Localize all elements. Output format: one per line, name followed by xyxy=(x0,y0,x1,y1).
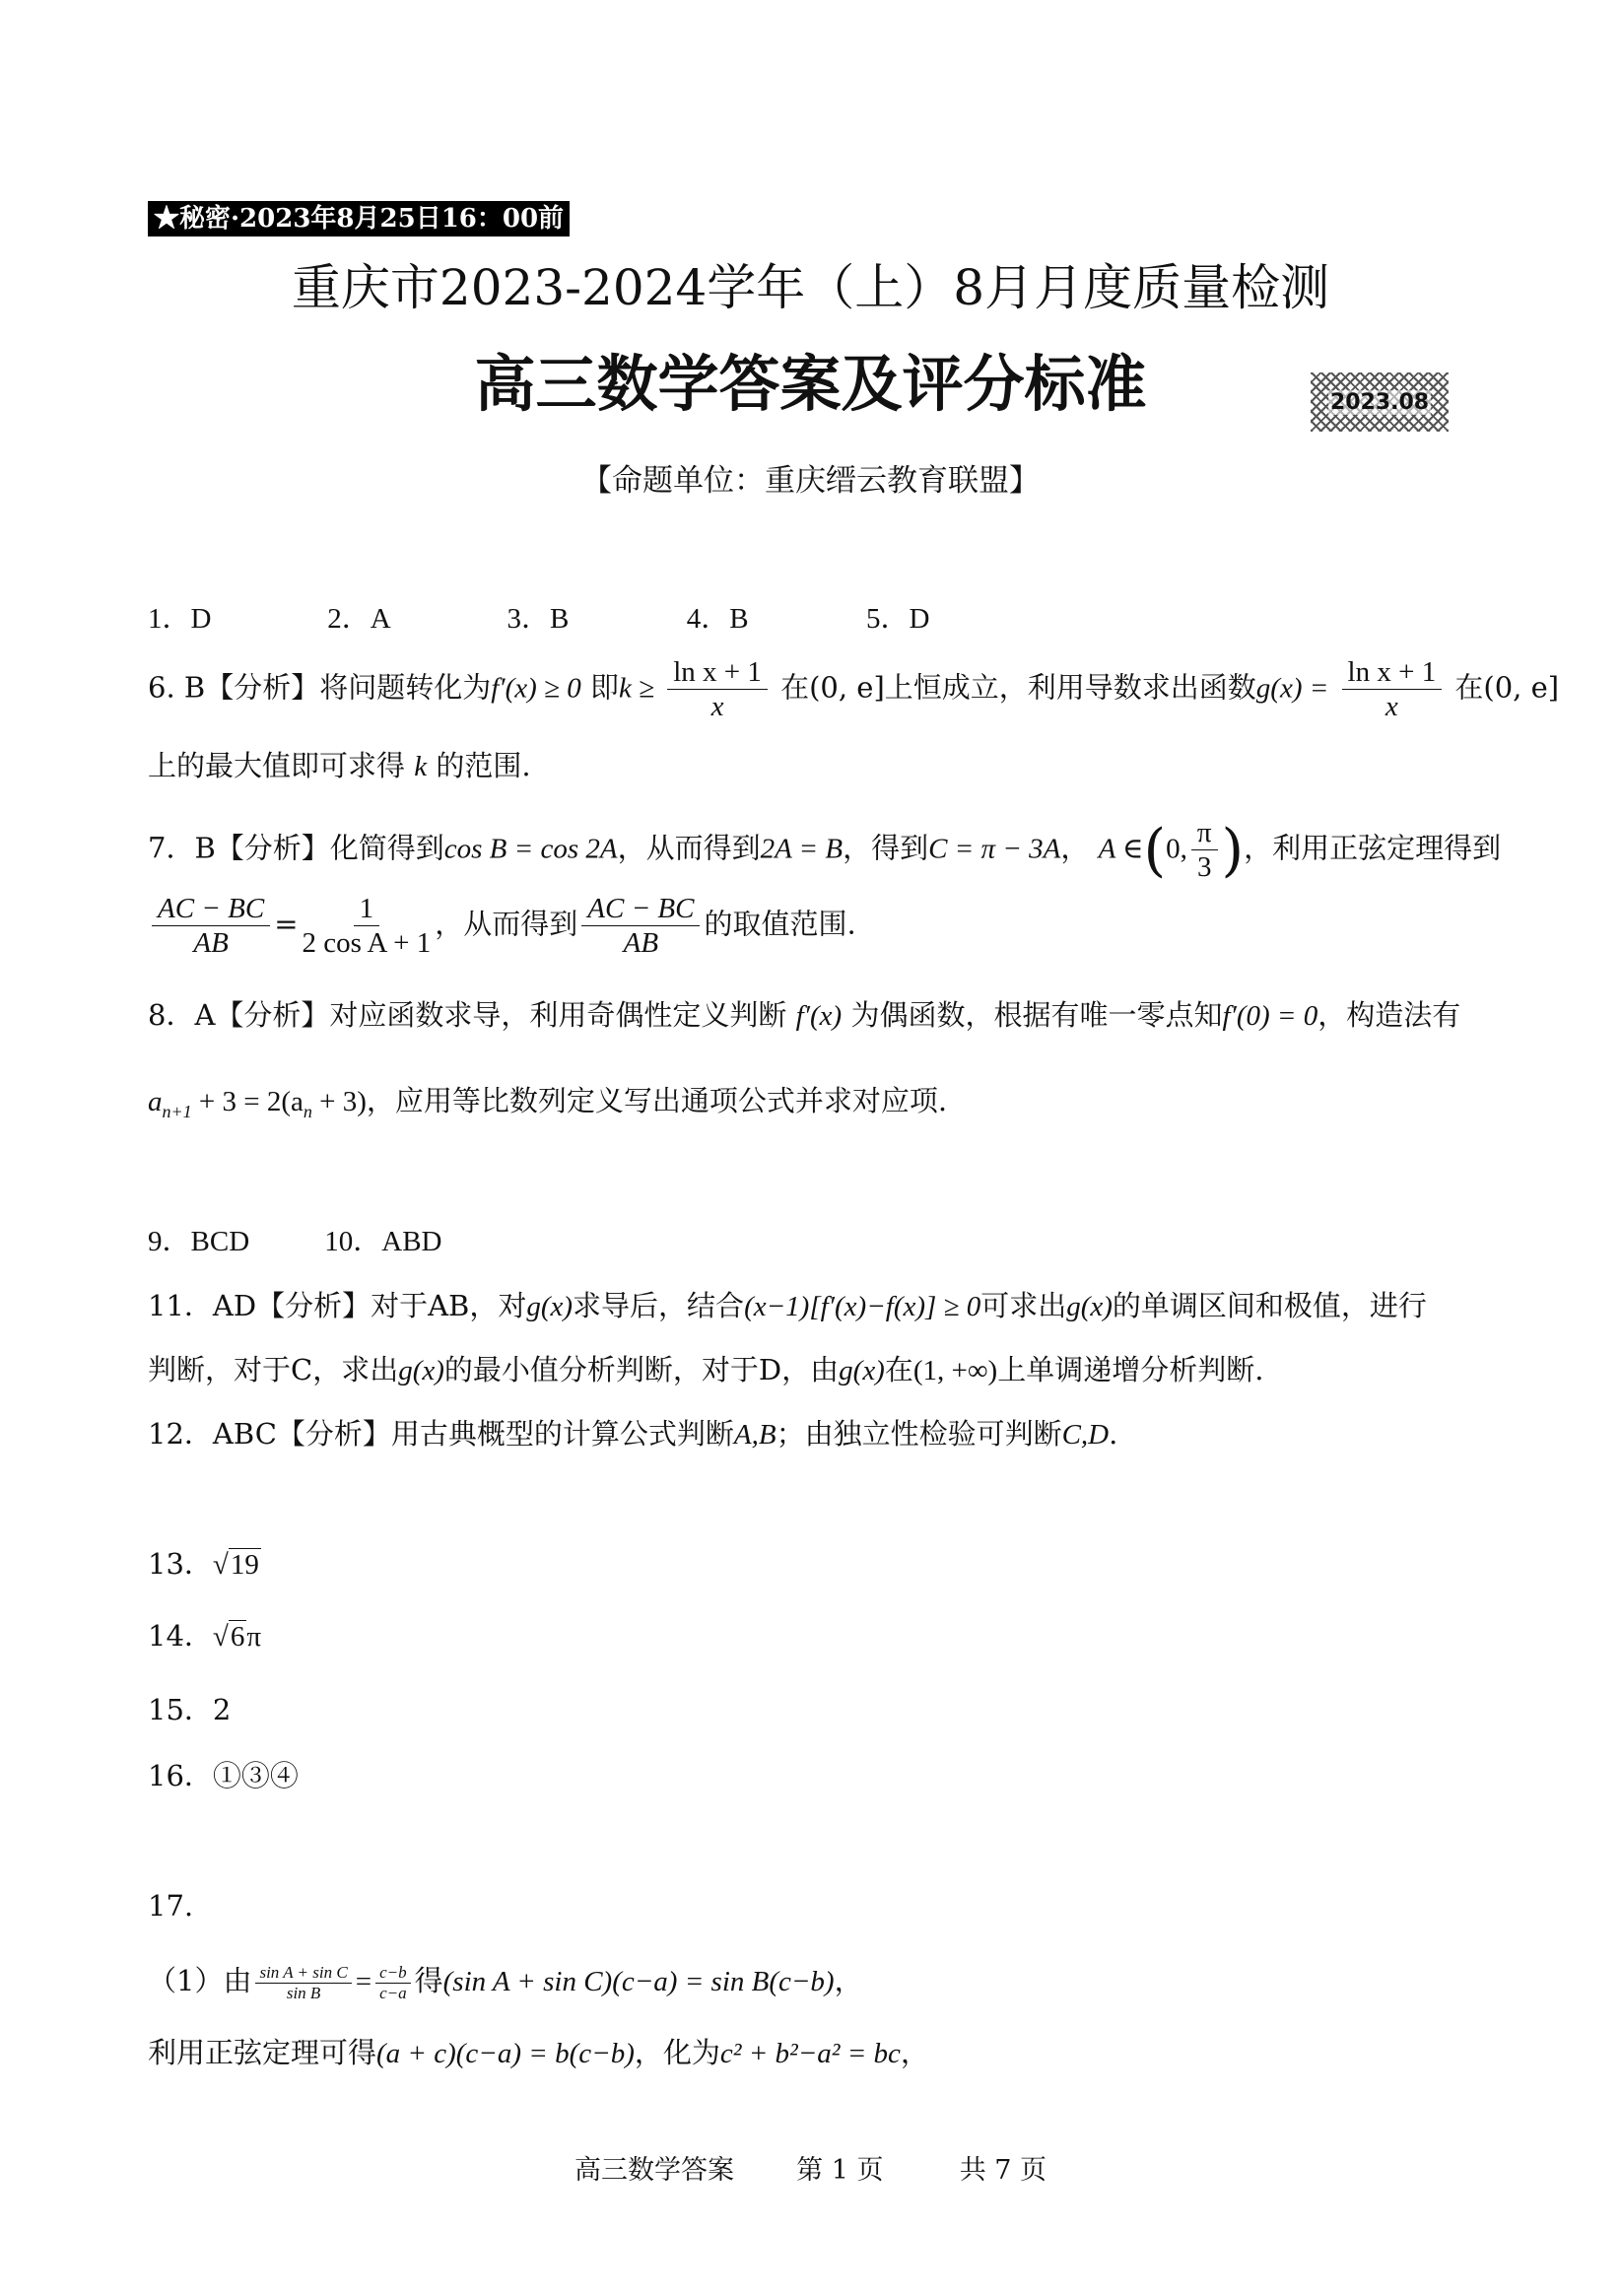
issuing-unit: 【命题单位：重庆缙云教育联盟】 xyxy=(581,463,1040,499)
date-stamp xyxy=(1311,372,1449,432)
q8-line1: 8．A【分析】对应函数求导，利用奇偶性定义判断 f′(x) 为偶函数，根据有唯一零点知f′(0) = 0，构造法有 xyxy=(148,998,1461,1032)
exam-title: 重庆市2023-2024学年（上）8月月度质量检测 xyxy=(291,259,1330,316)
answer-4: 4．B xyxy=(686,603,749,635)
footer-doc-name: 高三数学答案 xyxy=(574,2155,734,2186)
q12-line: 12．ABC【分析】用古典概型的计算公式判断A,B；由独立性检验可判断C,D. xyxy=(148,1417,1118,1451)
q6-fraction-2: $\frac{\text{ln x + 1}}{x}$ xyxy=(1342,655,1443,723)
answer-10: 10．ABD xyxy=(324,1226,442,1257)
answer-14: 14．√6π xyxy=(148,1619,261,1653)
q7-line1: 7．B【分析】化简得到cos B = cos 2A，从而得到2A = B，得到C = π − 3A， A ∈(0, $\frac{\pi}{3}$ )，利用正弦定理得到 xyxy=(148,816,1502,884)
answer-15: 15．2 xyxy=(148,1693,232,1726)
footer-page-number: 第 1 页 xyxy=(796,2155,884,2186)
answer-13: 13．√19 xyxy=(148,1547,259,1581)
q11-line2: 判断，对于C，求出g(x)的最小值分析判断，对于D，由g(x)在(1, +∞)上单调递增分析判断. xyxy=(148,1353,1264,1386)
answer-16: 16．①③④ xyxy=(148,1759,299,1792)
q6-fraction: $\frac{\text{ln x + 1}}{x}$ xyxy=(667,655,768,723)
answer-9: 9．BCD xyxy=(148,1226,250,1257)
q7-line2: $\frac{AC - BC}{AB}$ = $\frac{1}{\text{2 cos A + 1}}$ ，从而得到 $\frac{AC - BC}{AB}$ 的取值范围. xyxy=(148,892,856,960)
q6-line2: 上的最大值即可求得 k 的范围. xyxy=(148,749,531,782)
page-footer xyxy=(0,2148,1621,2187)
answer-1: 1．D xyxy=(148,603,212,635)
answer-5: 5．D xyxy=(866,603,930,635)
q11-line1: 11．AD【分析】对于AB，对g(x)求导后，结合(x−1)[f′(x)−f(x)] ≥ 0可求出g(x)的单调区间和极值，进行 xyxy=(148,1289,1427,1322)
answer-2: 2．A xyxy=(327,603,391,635)
q6-line1: 6. B【分析】将问题转化为f′(x) ≥ 0 即k ≥ $\frac{\text{ln x + 1}}{x}$ 在(0, e]上恒成立，利用导数求出函数g(x) = $\frac{\text{ln x + 1}}{x}$ 在(0, e] xyxy=(148,656,1560,722)
answer-3: 3．B xyxy=(507,603,570,635)
q17-step1: （1）由 $\frac{\text{sin A + sin C}}{\text{sin B}}$ = $\frac{c-b}{c-a}$ 得(sin A + sin C)(c−a) = sin B(c−b)， xyxy=(148,1962,863,2002)
q17-number: 17. xyxy=(148,1889,194,1923)
confidential-label: ★秘密·2023年8月25日16：00前 xyxy=(148,201,570,236)
answer-key-title: 高三数学答案及评分标准 xyxy=(474,348,1147,420)
answers-1-5 xyxy=(148,599,929,639)
q8-line2: $a_{n+1} + 3 = 2(a_n + 3)$，应用等比数列定义写出通项公式并求对应项. xyxy=(148,1084,948,1121)
footer-page-total: 共 7 页 xyxy=(959,2155,1047,2186)
date-stamp-text: 2023.08 xyxy=(1329,389,1430,415)
answers-9-10 xyxy=(148,1222,442,1261)
q17-step2: 利用正弦定理可得(a + c)(c−a) = b(c−b)，化为c² + b²−a² = bc， xyxy=(148,2036,929,2069)
